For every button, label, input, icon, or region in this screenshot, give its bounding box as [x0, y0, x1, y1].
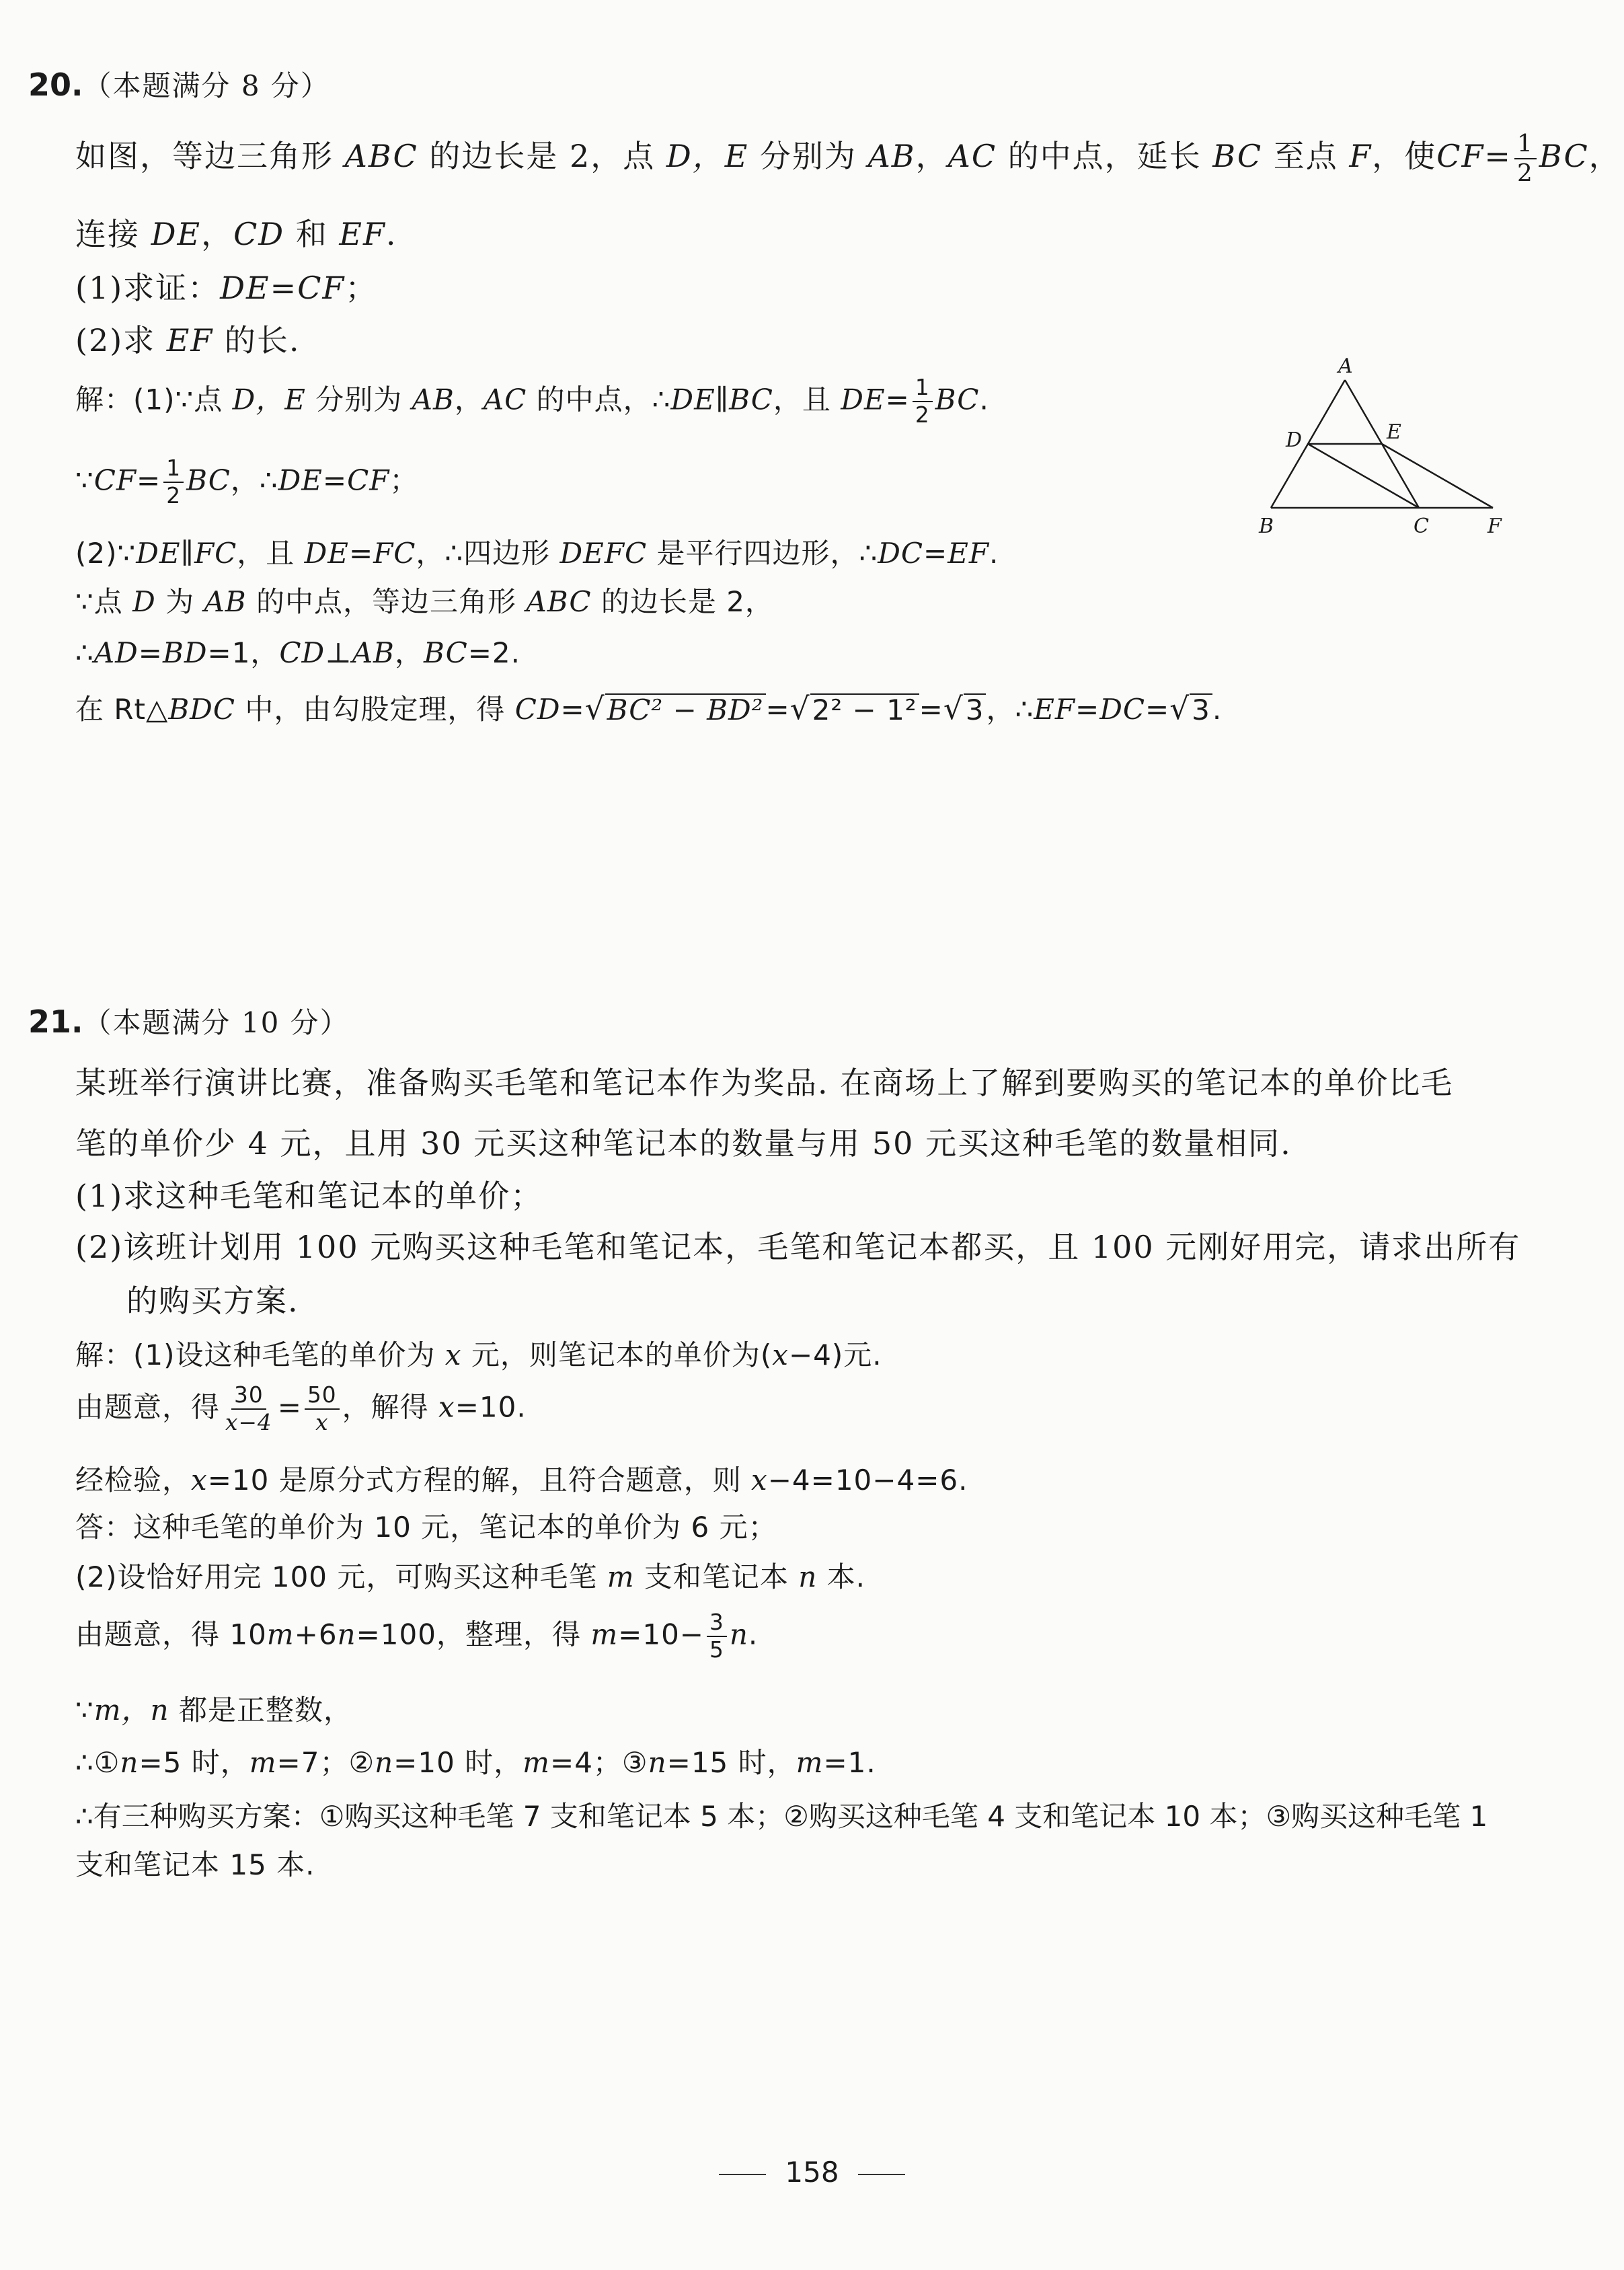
label-e: E — [1387, 420, 1401, 444]
sqrt-expression: √ 2² − 1² — [790, 693, 919, 726]
q20-part1: (1)求证：DE=CF； — [75, 270, 378, 306]
page-number-dash-left — [719, 2174, 766, 2175]
label-c: C — [1414, 515, 1429, 538]
q21-solution-line1: 解：(1)设这种毛笔的单价为 x 元，则笔记本的单价为(x−4)元. — [75, 1338, 882, 1371]
label-a: A — [1338, 356, 1353, 378]
fraction: $\frac{3}{5}$ — [707, 1612, 727, 1661]
segment-dc — [1308, 444, 1419, 508]
sqrt-expression: √ 3 — [1169, 693, 1212, 726]
fraction: $\frac{30}{x-4}$ — [225, 1382, 272, 1435]
q20-number: 20. — [28, 67, 83, 103]
q21-solution-line4: 答：这种毛笔的单价为 10 元，笔记本的单价为 6 元； — [75, 1511, 777, 1544]
q21-part2-line2: 的购买方案. — [126, 1283, 299, 1319]
q21-solution-line5: (2)设恰好用完 100 元，可购买这种毛笔 m 支和笔记本 n 本. — [75, 1560, 866, 1593]
page-number: 158 — [0, 2156, 1624, 2189]
q21-solution-line9: ∴有三种购买方案：①购买这种毛笔 7 支和笔记本 5 本；②购买这种毛笔 4 支和笔记本 10 本；③购买这种毛笔 1 — [75, 1800, 1488, 1833]
sqrt-expression: √ 3 — [943, 693, 987, 726]
q20-score: （本题满分 8 分） — [83, 69, 330, 102]
q21-solution-line8: ∴①n=5 时，m=7；②n=10 时，m=4；③n=15 时，m=1. — [75, 1746, 876, 1779]
fraction-one-half: $\frac{1}{2}$ — [163, 457, 184, 507]
label-f: F — [1487, 515, 1502, 538]
segment-ef — [1382, 444, 1493, 508]
q20-solution-line1: 解：(1)∵点 D，E 分别为 AB，AC 的中点，∴DE∥BC，且 DE= $\frac{1}{2}$ BC. — [75, 375, 989, 428]
triangle-diagram — [1244, 356, 1513, 552]
q20-stem-line2: 连接 DE，CD 和 EF. — [75, 216, 397, 252]
q20-solution-line3: (2)∵DE∥FC，且 DE=FC，∴四边形 DEFC 是平行四边形，∴DC=EF. — [75, 537, 999, 570]
q21-solution-line2: 由题意，得 $\frac{30}{x-4}$ = $\frac{50}{x}$ ，解得 x=10. — [75, 1382, 527, 1435]
q21-solution-line3: 经检验，x=10 是原分式方程的解，且符合题意，则 x−4=10−4=6. — [75, 1464, 968, 1497]
fraction: $\frac{50}{x}$ — [305, 1384, 340, 1434]
q21-number: 21. — [28, 1004, 83, 1040]
sqrt-expression: √ BC² − BD² — [585, 693, 766, 726]
q21-solution-line10: 支和笔记本 15 本. — [75, 1848, 315, 1881]
fraction-one-half: $\frac{1}{2}$ — [913, 377, 933, 426]
q20-solution-line6: 在 Rt△BDC 中，由勾股定理，得 CD= √ BC² − BD² = √ 2² − 1² = √ 3 ，∴EF=DC= √ 3 . — [75, 691, 1223, 726]
q21-header — [28, 1001, 350, 1041]
q20-part2: (2)求 EF 的长. — [75, 322, 301, 358]
q21-score: （本题满分 10 分） — [83, 1006, 350, 1039]
q20-solution-line2: ∵CF= $\frac{1}{2}$ BC，∴DE=CF； — [75, 455, 419, 508]
q20-solution-line5: ∴AD=BD=1，CD⊥AB，BC=2. — [75, 636, 520, 669]
q21-stem-line2: 笔的单价少 4 元，且用 30 元买这种笔记本的数量与用 50 元买这种毛笔的数量相同. — [75, 1125, 1292, 1162]
q21-part1: (1)求这种毛笔和笔记本的单价； — [75, 1178, 543, 1214]
label-b: B — [1259, 515, 1274, 538]
q21-stem-line1: 某班举行演讲比赛，准备购买毛笔和笔记本作为奖品. 在商场上了解到要购买的笔记本的单价比毛 — [75, 1065, 1454, 1101]
q20-header — [28, 64, 330, 104]
label-d: D — [1286, 428, 1303, 452]
q20-stem-line1: 如图，等边三角形 ABC 的边长是 2，点 D，E 分别为 AB，AC 的中点，延长 BC 至点 F，使CF= $\frac{1}{2}$ BC， — [75, 130, 1621, 187]
page-number-dash-right — [858, 2174, 905, 2175]
fraction-one-half: $\frac{1}{2}$ — [1514, 132, 1537, 186]
q21-solution-line6: 由题意，得 10m+6n=100，整理，得 m=10− $\frac{3}{5}$ n. — [75, 1610, 759, 1663]
q21-part2-line1: (2)该班计划用 100 元购买这种毛笔和笔记本，毛笔和笔记本都买，且 100 元刚好用完，请求出所有 — [75, 1229, 1521, 1265]
q20-solution-line4: ∵点 D 为 AB 的中点，等边三角形 ABC 的边长是 2， — [75, 585, 774, 618]
q21-solution-line7: ∵m，n 都是正整数， — [75, 1694, 352, 1727]
